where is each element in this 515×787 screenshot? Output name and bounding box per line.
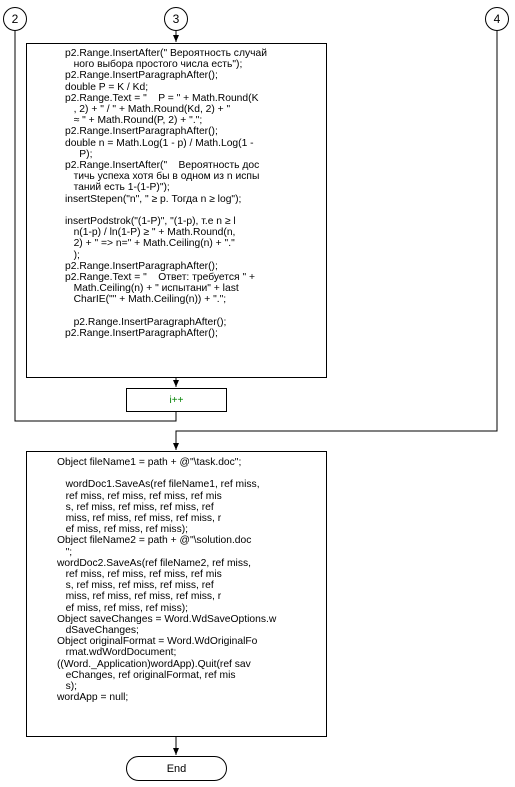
process-block-report [26,43,327,378]
code-block-report [65,48,267,339]
save-code-line: ref miss, ref miss, ref miss, ref mis [57,569,222,581]
save-code-line: s, ref miss, ref miss, ref miss, ref [57,580,214,592]
report-code-line: insertPodstrok("(1-P)", "(1-p), т.е n ≥ l [65,216,236,228]
report-code-line: insertStepen("n", " ≥ p. Тогда n ≥ log"); [65,193,242,205]
save-code-line: s, ref miss, ref miss, ref miss, ref [57,501,214,513]
report-code-line: p2.Range.InsertParagraphAfter(); [65,126,218,138]
report-code-line: тичь успеха хотя бы в одном из n испы [65,171,260,183]
report-code-line: double P = K / Kd; [65,81,149,93]
save-code-line: s); [57,681,78,693]
connector-2: 2 [3,7,27,31]
report-code-line: n(1-p) / ln(1-P) ≥ " + Math.Round(n, [65,227,236,239]
report-code-line: p2.Range.InsertParagraphAfter(); [65,260,218,272]
report-code-line: double n = Math.Log(1 - p) / Math.Log(1 - [65,137,254,149]
report-code-line: Math.Ceiling(n) + " испытани" + last [65,283,239,295]
process-block-increment [126,388,227,412]
report-code-line: p2.Range.InsertParagraphAfter(); [65,70,218,82]
process-block-save-quit [26,451,327,737]
report-code-line: 2) + " => n=" + Math.Ceiling(n) + "." [65,238,235,250]
end-terminal [126,756,227,781]
save-code-line: "; [57,546,73,558]
report-code-line: , 2) + " / " + Math.Round(Kd, 2) + " [65,104,231,116]
save-code-line: miss, ref miss, ref miss, ref miss, r [57,513,222,525]
save-code-line: Object originalFormat = Word.WdOriginalFo [57,636,258,648]
save-code-line: dSaveChanges; [57,625,139,637]
report-code-line: ≈ " + Math.Round(P, 2) + "."; [65,115,203,127]
save-code-line: wordDoc2.SaveAs(ref fileName2, ref miss, [57,557,251,569]
code-block-save-quit [57,457,276,703]
report-code-line: ); [65,249,80,261]
report-code-line: таний есть 1-(1-P)"); [65,182,170,194]
report-code-line: p2.Range.InsertParagraphAfter(); [65,316,227,328]
end-label: End [166,762,187,775]
save-code-line: ef miss, ref miss, ref miss); [57,602,189,614]
connector-4: 4 [485,7,509,31]
increment-label: i++ [169,394,184,406]
report-code-line: p2.Range.InsertParagraphAfter(); [65,328,218,340]
report-code-line: P); [65,148,93,160]
report-code-line: p2.Range.Text = " P = " + Math.Round(K [65,92,259,104]
report-code-line: p2.Range.InsertAfter(" Вероятность дос [65,160,260,172]
report-code-line: p2.Range.InsertAfter(" Вероятность случай [65,48,267,59]
report-code-line: p2.Range.Text = " Ответ: требуется " + [65,272,255,284]
save-code-line: ref miss, ref miss, ref miss, ref mis [57,490,222,502]
report-code-line: ного выбора простого числа есть"); [65,59,243,71]
save-code-line: ((Word._Application)wordApp).Quit(ref sav [57,658,251,670]
connector-3: 3 [164,7,188,31]
save-code-line: wordApp = null; [57,692,129,704]
save-code-line: wordDoc1.SaveAs(ref fileName1, ref miss, [57,479,260,491]
save-code-line: eChanges, ref originalFormat, ref mis [57,669,236,681]
report-code-line: CharIE("" + Math.Ceiling(n)) + "."; [65,294,227,306]
save-code-line: Object fileName1 = path + @"\task.doc"; [57,457,242,468]
save-code-line: Object saveChanges = Word.WdSaveOptions.w [57,613,277,625]
save-code-line: ef miss, ref miss, ref miss); [57,524,189,536]
save-code-line: miss, ref miss, ref miss, ref miss, r [57,591,222,603]
save-code-line: Object fileName2 = path + @"\solution.doc [57,535,252,547]
save-code-line: rmat.wdWordDocument; [57,647,177,659]
